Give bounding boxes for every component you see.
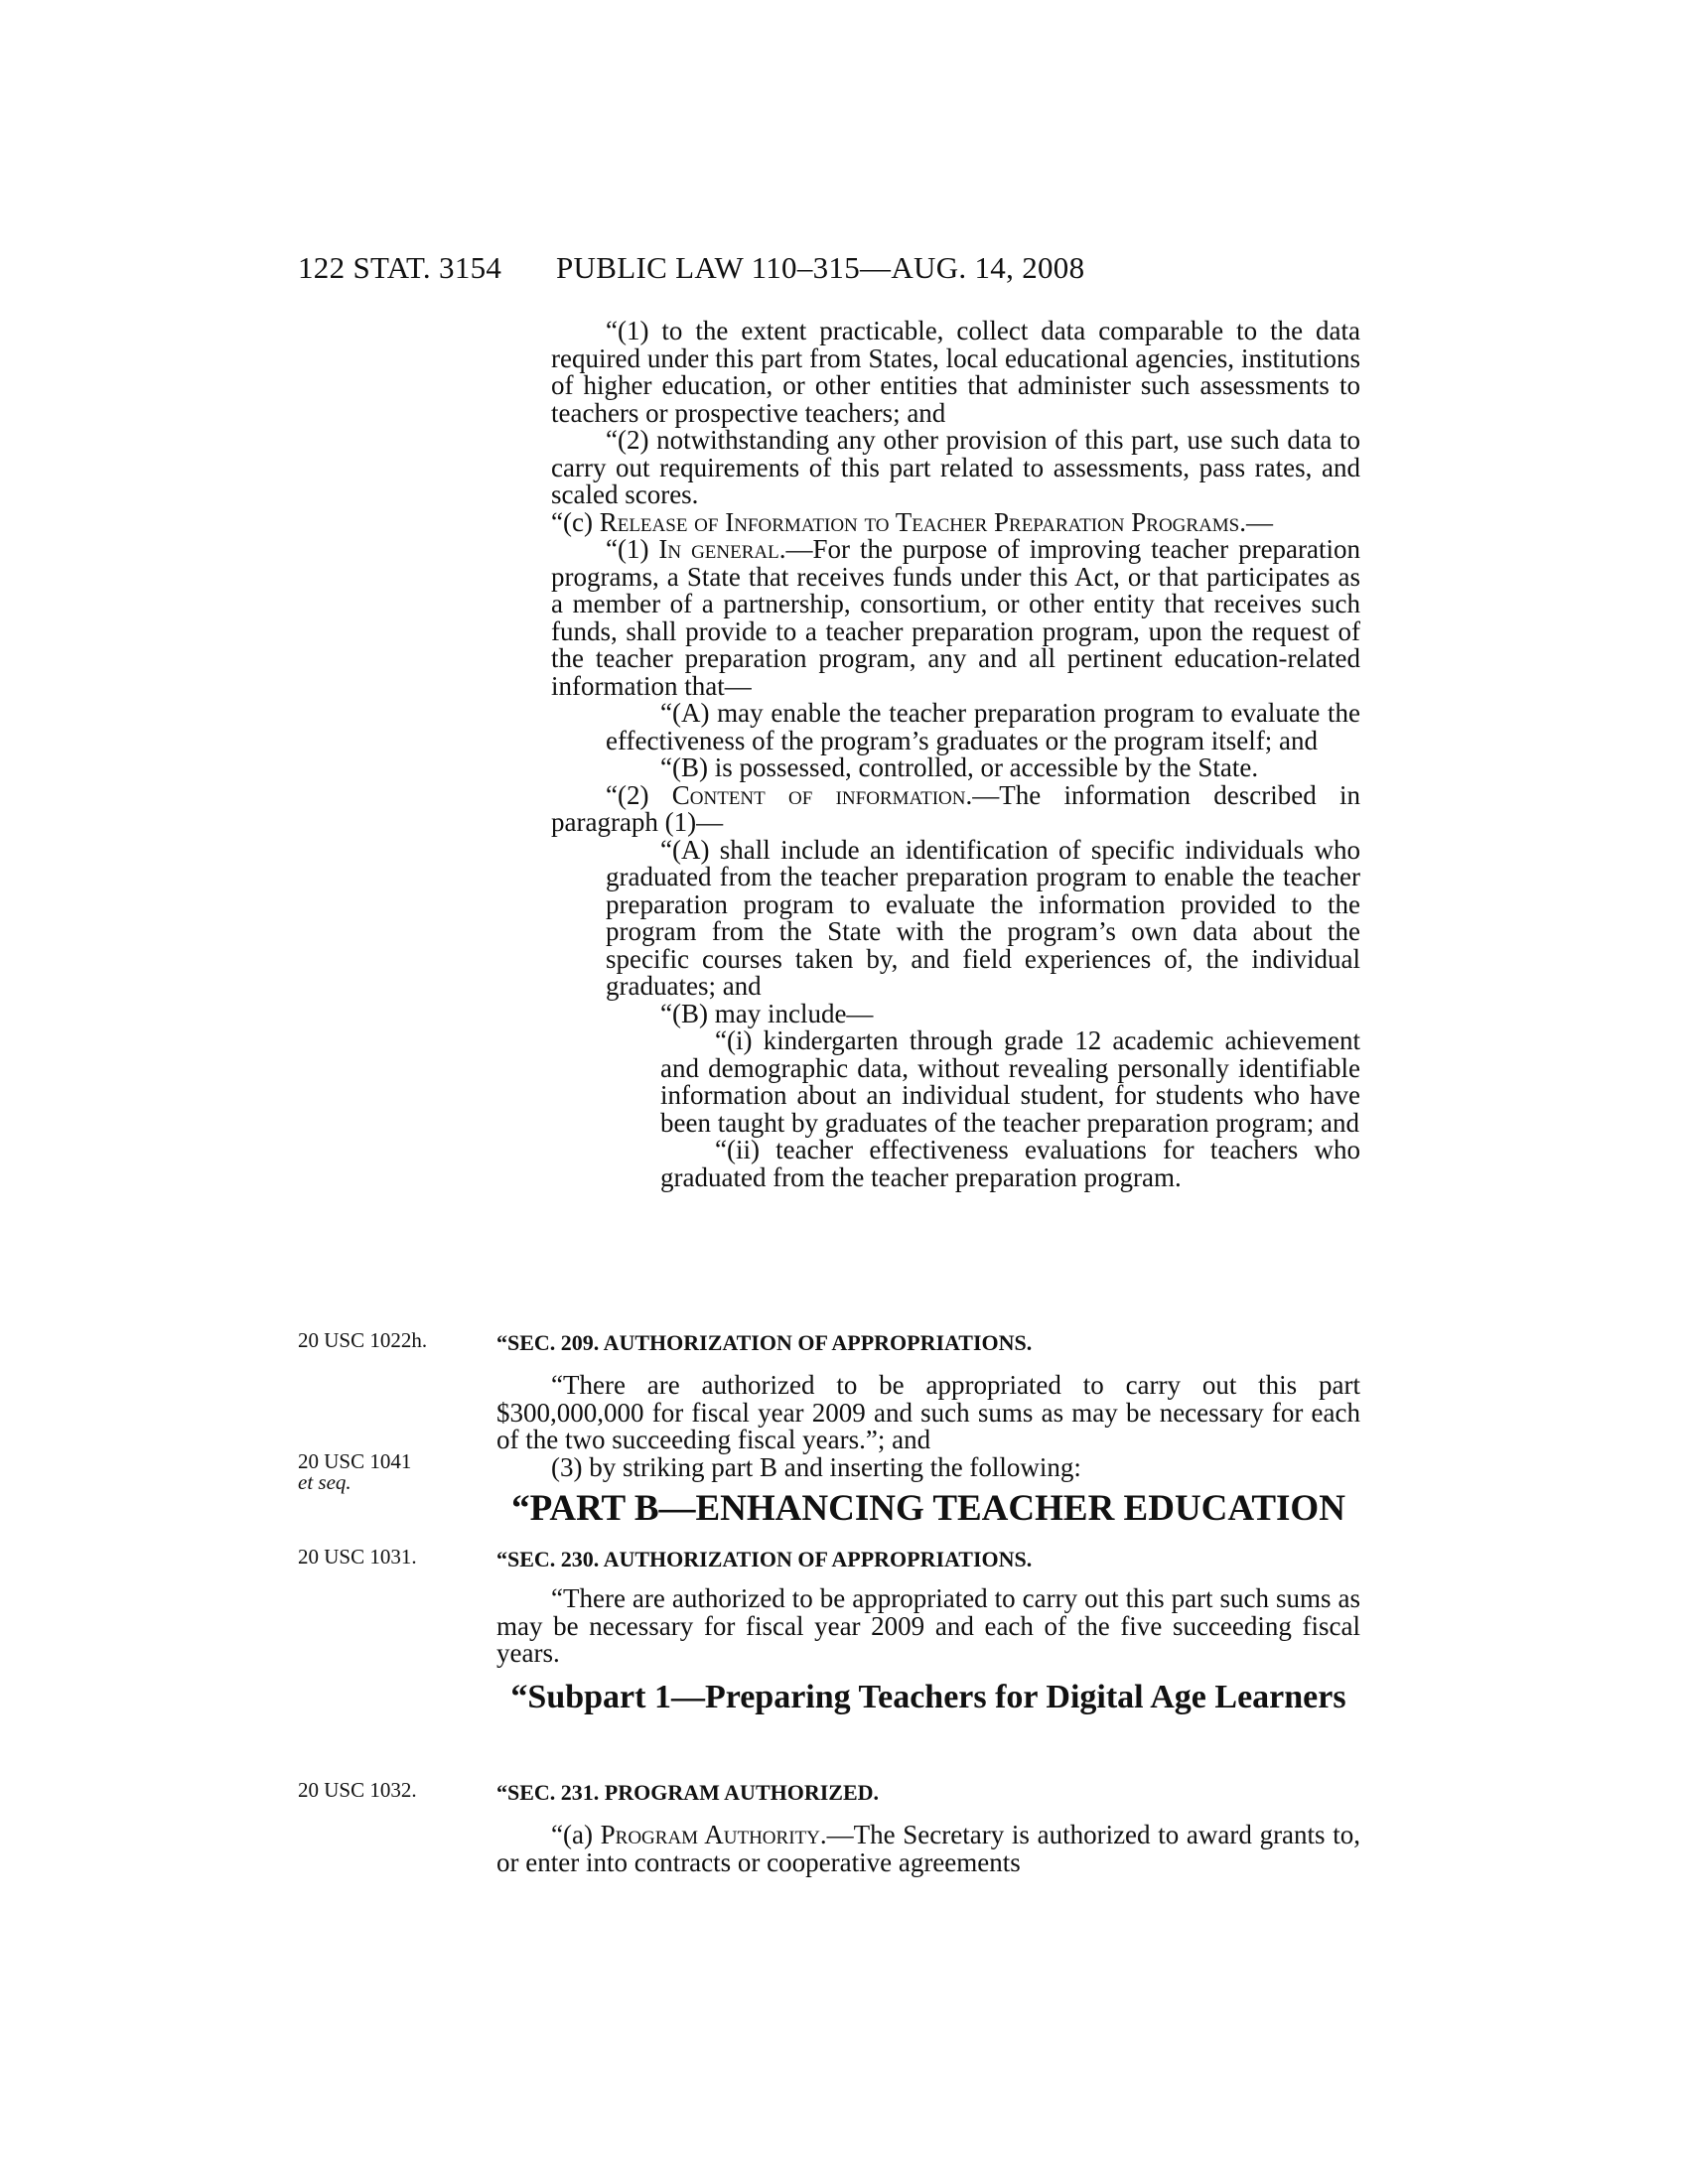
law-title-header: PUBLIC LAW 110–315—AUG. 14, 2008 (556, 250, 1085, 285)
margin-note-code: 20 USC 1031. (298, 1545, 417, 1569)
subsection-a-prefix: “(a) (551, 1820, 601, 1849)
paragraph-c2-text: —The information described in paragraph (1)— (551, 779, 1360, 837)
section-230 (496, 1547, 1360, 1572)
item-3-text: (3) by striking part B and inserting the following: (551, 1451, 1081, 1482)
subsection-a-text: —The Secretary is authorized to award grants to, or enter into contracts or cooperative agreements (496, 1820, 1360, 1877)
paragraph-c2 (496, 779, 1360, 837)
section-230-body (496, 1585, 1360, 1668)
section-231-body (496, 1822, 1360, 1876)
margin-note-code: 20 USC 1022h. (298, 1328, 428, 1352)
subparagraph-c2A: “(A) shall include an identification of specific individuals who graduated from the teacher preparation program to enable the teacher preparation program to evaluate the information provided to the program from the State with the program’s own data about the specific courses taken by, and field experiences of, the individual graduates; and (606, 834, 1360, 1001)
paragraph-c1-text: —For the purpose of improving teacher preparation programs, a State that receives funds under this Act, or that participates as a member of a partnership, consortium, or other entity that receives such funds, shall provide to a teacher preparation program, upon the request of the teacher preparation program, any and all pertinent education-related information that— (551, 534, 1361, 701)
section-209-body (496, 1372, 1360, 1481)
subsection-a-heading: Program Authority. (600, 1820, 827, 1849)
margin-note-usc-1032 (298, 1780, 417, 1801)
margin-note-code: 20 USC 1041 (298, 1449, 412, 1473)
paragraph-c1-heading: In general. (658, 534, 786, 564)
margin-note-usc-1041 (298, 1451, 411, 1493)
section-231-heading: “SEC. 231. PROGRAM AUTHORIZED. (496, 1780, 880, 1805)
clause-c2Bii: “(ii) teacher effectiveness evaluations for teachers who graduated from the teacher preparation program. (660, 1135, 1360, 1192)
margin-note-usc-1031 (298, 1547, 417, 1568)
subsection-c-heading (496, 506, 1360, 537)
subparagraph-c1A: “(A) may enable the teacher preparation program to evaluate the effectiveness of the program’s graduates or the program itself; and (606, 698, 1360, 755)
page-number-header: 122 STAT. 3154 (298, 250, 502, 285)
paragraph-c1-prefix: “(1) (606, 534, 659, 564)
subsection-c-prefix: “(c) (551, 506, 600, 537)
part-b (496, 1487, 1360, 1530)
subsection-c-title: Release of Information to Teacher Preparation Programs.— (599, 506, 1273, 537)
paragraph-b1: “(1) to the extent practicable, collect data comparable to the data required under this part from States, local educational agencies, institutions of higher education, or other entities that administer such assessments to teachers or prospective teachers; and (551, 316, 1360, 428)
part-b-heading: “PART B—ENHANCING TEACHER EDUCATION (511, 1488, 1345, 1529)
paragraph-b2: “(2) notwithstanding any other provision of this part, use such data to carry out requirements of this part related to assessments, pass rates, and scaled scores. (551, 425, 1360, 509)
section-209 (496, 1330, 1360, 1356)
section-208-continuation (496, 318, 1360, 1191)
section-209-text: “There are authorized to be appropriated to carry out this part $300,000,000 for fiscal year 2009 and such sums as may be necessary for each of the two succeeding fiscal years.”; and (496, 1370, 1360, 1454)
section-209-heading: “SEC. 209. AUTHORIZATION OF APPROPRIATIONS. (496, 1330, 1033, 1355)
subparagraph-c2B: “(B) may include— (660, 998, 874, 1028)
paragraph-c2-heading: Content of information. (671, 779, 973, 810)
subpart-1-heading: “Subpart 1—Preparing Teachers for Digital Age Learners (510, 1679, 1346, 1715)
margin-note-extra: et seq. (298, 1470, 352, 1494)
subpart-1 (496, 1678, 1360, 1717)
margin-note-code: 20 USC 1032. (298, 1778, 417, 1802)
subsection-a (496, 1822, 1360, 1876)
subparagraph-c1B: “(B) is possessed, controlled, or accessible by the State. (660, 752, 1259, 782)
section-230-heading: “SEC. 230. AUTHORIZATION OF APPROPRIATIONS. (496, 1547, 1033, 1571)
paragraph-c2-prefix: “(2) (606, 779, 672, 810)
paragraph-c1 (496, 536, 1360, 700)
margin-note-usc-1022h (298, 1330, 427, 1351)
clause-c2Bi: “(i) kindergarten through grade 12 academic achievement and demographic data, without revealing personally identifiable information about an individual student, for students who have been taught by graduates of the teacher preparation program; and (660, 1025, 1360, 1138)
section-230-text: “There are authorized to be appropriated to carry out this part such sums as may be necessary for fiscal year 2009 and each of the five succeeding fiscal years. (496, 1583, 1360, 1668)
section-231 (496, 1780, 1360, 1806)
